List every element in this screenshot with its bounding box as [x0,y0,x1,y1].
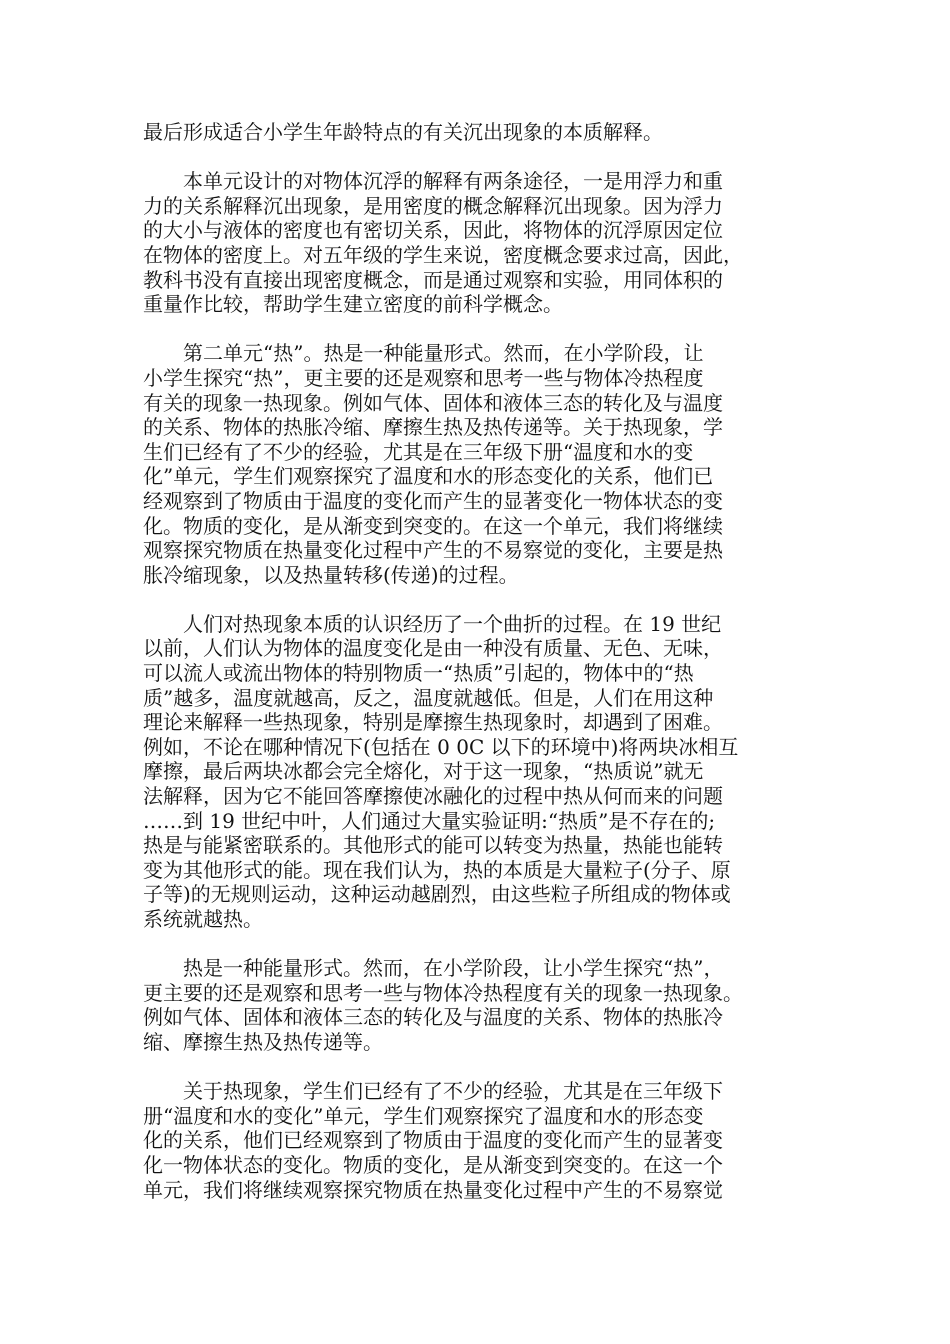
paragraph-1: 最后形成适合小学生年龄特点的有关沉出现象的本质解释。 [143,120,663,144]
paragraph-spacer [143,145,823,170]
document-body [143,120,823,1202]
paragraph-spacer [143,1055,823,1080]
paragraph-4: 人们对热现象本质的认识经历了一个曲折的过程。在 19 世纪 以前，人们认为物体的温度变化是由一种没有质量、无色、无味， 可以流人或流出物体的特别物质一“热质”引起的，物体中的“热 质”越多，温度就越高，反之，温度就越低。但是，人们在用这种 理论来解释一些热现象，特别是摩擦生热现象时，却遇到了困难。 例如，不论在哪种情况下(包括在 0 0C 以下的环境中)将两块冰相互 摩擦，最后两块冰都会完全熔化，对于这一现象，“热质说”就无 法解释，因为它不能回答摩擦使冰融化的过程中热从何而来的问题 ……到 19 世纪中叶，人们通过大量实验证明:“热质”是不存在的; 热是与能紧密联系的。其他形式的能可以转变为热量，热能也能转 变为其他形式的能。现在我们认为，热的本质是大量粒子(分子、原 子等)的无规则运动，这种运动越剧烈，由这些粒子所组成的物体或 系统就越热。 [143,611,739,931]
paragraph-spacer [143,587,823,612]
paragraph-2: 本单元设计的对物体沉浮的解释有两条途径，一是用浮力和重 力的关系解释沉出现象，是用密度的概念解释沉出现象。因为浮力 的大小与液体的密度也有密切关系，因此，将物体的沉浮原因定位 在物体的密度上。对五年级的学生来说，密度概念要求过高，因此， 教科书没有直接出现密度概念，而是通过观察和实验，用同体积的 重量作比较，帮助学生建立密度的前科学概念。 [143,169,743,317]
paragraph-3: 第二单元“热”。热是一种能量形式。然而，在小学阶段，让 小学生探究“热”，更主要的还是观察和思考一些与物体冷热程度 有关的现象一热现象。例如气体、固体和液体三态的转化及与温度 的关系、物体的热胀冷缩、摩擦生热及热传递等。关于热现象，学 生们已经有了不少的经验，尤其是在三年级下册“温度和水的变 化”单元，学生们观察探究了温度和水的形态变化的关系，他们已 经观察到了物质由于温度的变化而产生的显著变化一物体状态的变 化。物质的变化，是从渐变到突变的。在这一个单元，我们将继续 观察探究物质在热量变化过程中产生的不易察觉的变化，主要是热 胀冷缩现象，以及热量转移(传递)的过程。 [143,341,723,587]
paragraph-spacer [143,932,823,957]
paragraph-5: 热是一种能量形式。然而，在小学阶段，让小学生探究“热”， 更主要的还是观察和思考一些与物体冷热程度有关的现象一热现象。 例如气体、固体和液体三态的转化及与温度的关系、物体的热胀冷 缩、摩擦生热及热传递等。 [143,956,743,1054]
paragraph-spacer [143,317,823,342]
paragraph-6: 关于热现象，学生们已经有了不少的经验，尤其是在三年级下 册“温度和水的变化”单元，学生们观察探究了温度和水的形态变 化的关系，他们已经观察到了物质由于温度的变化而产生的显著变 化一物体状态的变化。物质的变化，是从渐变到突变的。在这一个 单元，我们将继续观察探究物质在热量变化过程中产生的不易察觉 [143,1079,723,1202]
